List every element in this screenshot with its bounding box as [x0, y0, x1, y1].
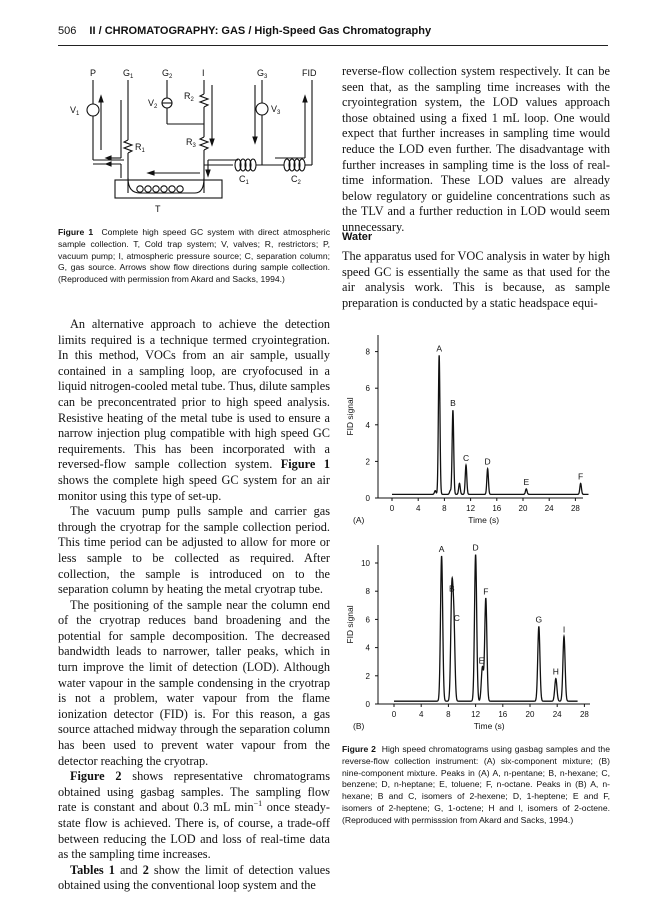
x-tick-label: 4 — [415, 504, 421, 513]
y-tick-label: 0 — [365, 494, 370, 503]
x-tick-label: 24 — [544, 504, 554, 513]
page-number: 506 — [58, 25, 77, 37]
label-R3: $R_3$ — [186, 137, 196, 149]
x-tick-label: 8 — [446, 710, 451, 719]
figure-1-caption — [58, 227, 330, 286]
peak-label: A — [436, 343, 442, 354]
x-tick-label: 16 — [498, 710, 508, 719]
chromatogram-a — [340, 330, 610, 530]
peak-label: D — [472, 542, 479, 553]
y-tick-label: 6 — [365, 384, 370, 394]
x-tick-label: 28 — [570, 504, 580, 513]
label-T: T — [155, 204, 161, 214]
y-tick-label: 2 — [365, 457, 370, 467]
peak-label: B — [450, 398, 456, 409]
peak-label: E — [478, 655, 485, 666]
peak-label: I — [562, 624, 566, 635]
y-tick-label: 10 — [361, 559, 370, 568]
peak-label: H — [552, 666, 559, 677]
y-tick-label: 8 — [365, 587, 370, 597]
figure-1-schematic — [60, 62, 335, 217]
running-title: II / CHROMATOGRAPHY: GAS / High-Speed Gas Chromatography — [89, 25, 432, 37]
y-axis-label: FID signal — [345, 397, 355, 436]
y-tick-label: 4 — [365, 643, 370, 653]
label-V3: $V_3$ — [271, 104, 281, 116]
label-G3: $G_3$ — [257, 68, 268, 80]
peak-label: C — [462, 453, 470, 464]
peak-label: A — [438, 543, 445, 554]
water-paragraph-block — [342, 249, 610, 311]
peak-label: B — [448, 583, 455, 594]
figure-2-caption-text: High speed chromatograms using gasbag samples and the reverse-flow collection instrument: (A) six-component mixture; (B) nine-component mixture. Peaks in (A) A, n-pentane; B, n-hexane; C, benzene; D, n-heptane; E, toluene; F, n-octane. Peaks in (B) A, n-hexane; B and C, isomers of 2-hexene; D, 1-heptene; E and F, isomers of 2-heptene; G, 1-octene; H and I, isomers of 2-octene. (Reproduced with permisssion from Akard and Sacks, 1994.) — [342, 744, 610, 825]
figure-2-caption — [342, 744, 610, 827]
peak-label: C — [453, 613, 460, 624]
label-V2: $V_2$ — [148, 98, 158, 110]
label-R1: $R_1$ — [135, 142, 145, 154]
y-tick-label: 8 — [365, 347, 370, 357]
peak-label: D — [484, 456, 491, 467]
peak-label: E — [523, 476, 530, 487]
label-G1: $G_1$ — [123, 68, 134, 80]
x-tick-label: 20 — [525, 710, 535, 719]
x-tick-label: 20 — [518, 504, 528, 513]
y-axis-label: FID signal — [345, 605, 355, 644]
paragraph-figure-2: Figure 2 shows representative chromatograms obtained using gasbag samples. The sampling flow rate is constant and about 0.3 mL $\min^{-1}$ once steady-state flow is achieved. There is, of course, a trade-off between reducing the LOD and loss of real-time data as the sampling time increases. — [58, 769, 331, 862]
x-tick-label: 0 — [391, 710, 397, 719]
figure-1-ref: Figure 1 — [280, 457, 330, 472]
x-tick-label: 28 — [579, 710, 589, 719]
right-column-top — [342, 64, 610, 236]
label-P: P — [90, 68, 97, 78]
label-I: I — [202, 68, 205, 78]
panel-label: (B) — [353, 721, 365, 731]
y-tick-label: 6 — [365, 615, 370, 625]
left-column-body — [58, 317, 330, 894]
x-tick-label: 16 — [492, 504, 502, 513]
y-tick-label: 2 — [365, 671, 370, 681]
table-1-ref: Tables 1 — [70, 862, 115, 877]
table-2-ref: 2 — [142, 862, 149, 877]
label-FID: FID — [302, 68, 317, 78]
label-C1: $C_1$ — [239, 174, 249, 186]
paragraph-positioning: The positioning of the sample near the column end of the cryotrap reduces band broadening and the potential for sample decomposition. The decreased bandwidth leads to narrower, taller peaks, which in turn improve the limit of detection (LOD). Although water vapour in the sample condensing in the cryotrap is not a problem, water vapour from the flame ionization detector (FID) is. For this reason, a gas source attached midway through the separation column has been used to prevent water vapour from the detector reaching the cryotrap. — [58, 597, 330, 768]
x-axis-label: Time (s) — [473, 721, 505, 731]
paragraph-lod: reverse-flow collection system respectively. It can be seen that, as the sampling time increases with the cryointegration system, the LOD values approach those obtained using a fixed 1 mL loop. One would expect that further increases in sampling time would reduce the LOD even further. The disadvantage with further increases in sampling time is the loss of real-time information. These LOD values are already below regulatory or guideline concentrations such as the TLV and a further reduction in LOD would seem unnecessary. — [342, 64, 610, 234]
x-tick-label: 0 — [389, 504, 395, 513]
figure-1-caption-text: Complete high speed GC system with direct atmospheric sample collection. T, Cold trap system; V, valves; R, restrictors; P, vacuum pump; I, atmospheric pressure source; C, separation column; G, gas source. Arrows show flow directions during sample collection. (Reproduced with permission from Akard and Sacks, 1994.) — [58, 227, 330, 285]
paragraph-vacuum-pump: The vacuum pump pulls sample and carrier gas through the cryotrap for the sample collection period. This time period can be adjusted to allow for more or less sample to be collected as required. After collection, the sample is introduced on to the separation column by heating the metal cryotrap tube. — [58, 504, 330, 597]
label-G2: $G_2$ — [162, 68, 173, 80]
label-R2: $R_2$ — [184, 91, 194, 103]
paragraph-water: The apparatus used for VOC analysis in water by high speed GC is essentially the same as that used for the air analysis work. This is because, as sample preparation is conducted by a static headspace equi- — [342, 249, 610, 310]
figure-2-ref: Figure 2 — [70, 769, 122, 784]
figure-2-caption-label: Figure 2 — [342, 744, 376, 754]
label-C2: $C_2$ — [291, 174, 301, 186]
x-tick-label: 8 — [442, 504, 447, 513]
y-tick-label: 4 — [365, 420, 370, 430]
x-tick-label: 12 — [471, 710, 481, 719]
paragraph-tables: Tables 1 and 2 show the limit of detection values obtained using the conventional loop system and the — [58, 862, 330, 893]
figure-1-caption-label: Figure 1 — [58, 227, 94, 237]
x-tick-label: 24 — [552, 710, 562, 719]
running-header — [58, 25, 608, 46]
section-heading-water: Water — [342, 231, 373, 243]
x-tick-label: 4 — [418, 710, 424, 719]
label-V1: $V_1$ — [70, 105, 80, 117]
panel-label: (A) — [353, 515, 365, 525]
peak-label: F — [483, 586, 489, 597]
y-tick-label: 0 — [365, 700, 370, 709]
peak-label: F — [578, 471, 584, 482]
chromatogram-b — [340, 535, 610, 740]
x-axis-label: Time (s) — [468, 515, 500, 525]
peak-label: G — [535, 614, 543, 625]
paragraph-cryointegration: An alternative approach to achieve the detection limits required is a technique termed cryointegration. In this method, VOCs from an air sample, usually contained in a sampling loop, are cryofocused in a liquid nitrogen-cooled metal tube. Thus, dilute samples can be preconcentrated prior to high speed analysis. Resistive heating of the metal tube is used to ensure a narrow injection plug compatible with high speed GC requirements. This has been incorporated with a reversed-flow sample collection system. Figure 1 shows the complete high speed GC system for an air monitor using this type of set-up. — [58, 317, 330, 503]
x-tick-label: 12 — [466, 504, 476, 513]
